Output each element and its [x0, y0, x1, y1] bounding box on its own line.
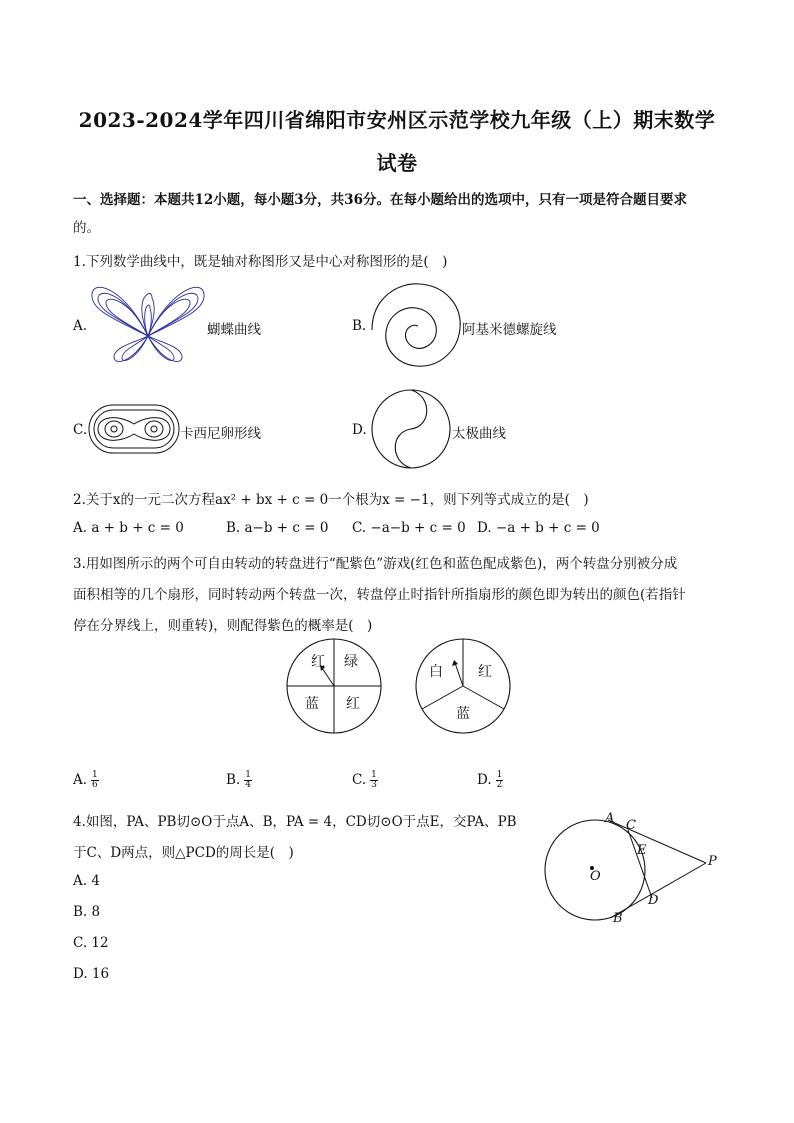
wheel2-sector-3: 蓝 — [456, 706, 470, 722]
wheel1-sector-2: 绿 — [344, 654, 358, 670]
q4-option-d: D. 16 — [73, 966, 110, 982]
spinner-three-sectors — [413, 636, 513, 736]
q3-stem-line1: 3.用如图所示的两个可自由转动的转盘进行“配紫色”游戏(红色和蓝色配成紫色)，两个转盘分别被分成 — [73, 556, 678, 572]
q1-option-d-caption: 太极曲线 — [452, 426, 506, 442]
q1-stem: 1.下列数学曲线中，既是轴对称图形又是中心对称图形的是( ) — [73, 254, 448, 270]
q1-option-c-label: C. — [73, 422, 88, 438]
q1-option-a-label: A. — [73, 318, 88, 334]
q1-option-a-caption: 蝴蝶曲线 — [207, 322, 261, 338]
section-heading-cont: 的。 — [73, 220, 100, 236]
q4-option-b: B. 8 — [73, 904, 101, 920]
section-heading: 一、选择题：本题共12小题，每小题3分，共36分。在每小题给出的选项中，只有一项是符合题目要求 — [73, 192, 687, 208]
q2-option-a: A. a + b + c = 0 — [73, 520, 184, 536]
exam-title-cont: 试卷 — [376, 151, 418, 175]
q3-option-c: C. $\frac{1}{3}$ — [352, 770, 377, 790]
spinner-four-sectors — [284, 636, 384, 736]
tangent-circle-figure — [540, 808, 730, 928]
q1-option-c-caption: 卡西尼卵形线 — [180, 426, 261, 442]
point-e-label: E — [637, 843, 647, 858]
q1-option-b-label: B. — [352, 318, 367, 334]
q4-stem-line2: 于C、D两点，则△PCD的周长是( ) — [73, 845, 294, 861]
q4-stem-line1: 4.如图，PA、PB切⊙O于点A、B，PA = 4，CD切⊙O于点E，交PA、PB — [73, 814, 517, 830]
cassini-oval-figure — [88, 404, 180, 454]
q1-option-b-caption: 阿基米德螺旋线 — [462, 322, 557, 338]
q1-option-d-label: D. — [352, 422, 367, 438]
wheel1-sector-3: 蓝 — [305, 696, 319, 712]
taiji-curve-figure — [370, 388, 452, 470]
q3-stem-line3: 停在分界线上，则重转)，则配得紫色的概率是( ) — [73, 618, 373, 634]
point-o-label: O — [590, 869, 601, 884]
wheel1-sector-4: 红 — [346, 696, 360, 712]
q4-option-c: C. 12 — [73, 935, 109, 951]
q3-stem-line2: 面积相等的几个扇形，同时转动两个转盘一次，转盘停止时指针所指扇形的颜色即为转出的颜色(若指针 — [73, 587, 686, 603]
butterfly-curve-figure — [86, 280, 210, 370]
exam-title: 2023-2024学年四川省绵阳市安州区示范学校九年级（上）期末数学 — [78, 108, 716, 132]
wheel2-sector-1: 白 — [429, 664, 443, 680]
q4-option-a: A. 4 — [73, 873, 100, 889]
archimedean-spiral-figure — [368, 280, 464, 370]
point-c-label: C — [626, 818, 636, 833]
point-a-label: A — [605, 811, 615, 826]
point-b-label: B — [613, 911, 623, 926]
q2-option-b: B. a−b + c = 0 — [226, 520, 329, 536]
q2-option-d: D. −a + b + c = 0 — [477, 520, 600, 536]
point-d-label: D — [648, 893, 659, 908]
q2-stem: 2.关于x的一元二次方程ax² + bx + c = 0一个根为x = −1，则下列等式成立的是( ) — [73, 492, 589, 508]
q3-option-a: A. $\frac{1}{6}$ — [73, 770, 98, 790]
q3-option-d: D. $\frac{1}{2}$ — [477, 770, 503, 790]
wheel2-sector-2: 红 — [478, 664, 492, 680]
q3-option-b: B. $\frac{1}{4}$ — [226, 770, 251, 790]
point-p-label: P — [708, 854, 717, 869]
q2-option-c: C. −a−b + c = 0 — [352, 520, 466, 536]
wheel1-sector-1: 红 — [311, 654, 325, 670]
